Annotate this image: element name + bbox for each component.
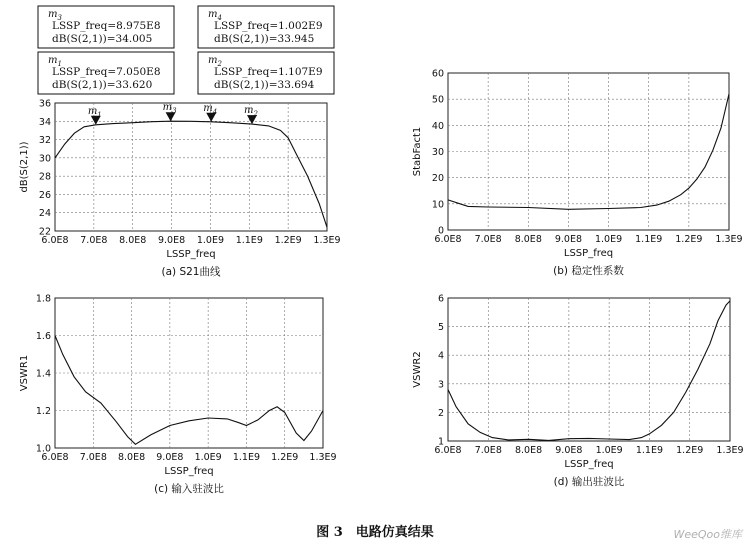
x-tick-label: 8.0E8 [119, 235, 147, 246]
y-tick-label: 6 [437, 293, 444, 305]
marker-box-m2 [198, 52, 334, 94]
x-tick-label: 1.2E9 [274, 235, 302, 246]
y-tick-label: 26 [38, 189, 51, 201]
x-tick-label: 1.3E9 [309, 452, 337, 463]
x-tick-label: 8.0E8 [514, 445, 543, 456]
x-tick-label: 9.0E8 [554, 234, 583, 245]
y-tick-label: 40 [431, 120, 444, 132]
chart-vswr1 [19, 294, 337, 496]
x-tick-label: 1.3E9 [716, 445, 744, 456]
marker-label-m3: $m_3$ [48, 9, 62, 22]
x-tick-label: 1.1E9 [635, 234, 663, 245]
x-tick-label: 7.0E8 [80, 235, 108, 246]
marker-label-m2: $m_2$ [208, 55, 222, 68]
marker-label-m1: $m_1$ [48, 55, 62, 68]
x-tick-label: 7.0E8 [474, 234, 502, 245]
y-tick-label: 30 [431, 147, 444, 158]
marker-freq-m2: LSSP_freq=1.107E9 [214, 66, 323, 78]
panel-caption: (a) S21曲线 [161, 266, 221, 278]
plot-area [448, 298, 730, 441]
y-tick-label: 30 [38, 153, 51, 165]
y-tick-label: 50 [431, 94, 444, 106]
chart-vswr2 [412, 294, 744, 489]
x-tick-label: 1.1E9 [635, 445, 664, 456]
x-tick-label: 6.0E8 [41, 452, 69, 463]
y-tick-label: 22 [38, 226, 51, 238]
y-tick-label: 1.8 [35, 293, 51, 305]
x-tick-label: 1.3E9 [715, 234, 743, 245]
y-tick-label: 1.6 [35, 331, 51, 342]
y-tick-label: 1 [437, 436, 444, 448]
chart-s21 [19, 99, 341, 279]
x-axis-label: LSSP_freq [563, 248, 614, 259]
x-tick-label: 1.0E9 [196, 235, 225, 246]
x-tick-label: 1.0E9 [194, 452, 222, 463]
marker-box-m4 [198, 6, 334, 48]
x-tick-label: 8.0E8 [514, 234, 542, 245]
series-line [55, 121, 327, 227]
marker-freq-m4: LSSP_freq=1.002E9 [214, 20, 323, 32]
y-tick-label: 20 [431, 173, 444, 185]
y-tick-label: 0 [437, 225, 444, 237]
x-tick-label: 1.3E9 [313, 235, 341, 246]
y-tick-label: 1.2 [35, 406, 51, 417]
y-tick-label: 28 [38, 171, 51, 183]
y-tick-label: 3 [437, 379, 444, 391]
marker-m2-label: $m_2$ [244, 105, 258, 119]
x-axis-label: LSSP_freq [164, 466, 214, 477]
watermark: WeeQoo维库 [673, 528, 742, 541]
panel-caption: (d) 输出驻波比 [553, 476, 625, 488]
marker-m3-label: $m_3$ [162, 102, 177, 116]
marker-m1-label: $m_1$ [87, 105, 102, 119]
x-axis-label: LSSP_freq [564, 459, 614, 470]
panel-caption: (c) 输入驻波比 [154, 483, 224, 495]
y-tick-label: 32 [38, 135, 51, 147]
marker-freq-m3: LSSP_freq=8.975E8 [52, 20, 161, 32]
y-tick-label: 24 [38, 208, 51, 220]
x-tick-label: 9.0E8 [156, 452, 184, 463]
marker-label-m4: $m_4$ [208, 9, 222, 22]
y-tick-label: 60 [431, 68, 444, 80]
x-tick-label: 6.0E8 [434, 445, 462, 456]
marker-m4-label: $m_4$ [203, 102, 218, 116]
marker-box-m1 [38, 52, 174, 94]
x-tick-label: 1.2E9 [271, 452, 299, 463]
x-tick-label: 1.1E9 [235, 235, 263, 246]
y-tick-label: 36 [38, 98, 51, 110]
x-tick-label: 7.0E8 [79, 452, 107, 463]
panel-caption: (b) 稳定性系数 [553, 265, 624, 277]
series-line [448, 301, 730, 441]
marker-db-m2: dB(S(2,1))=33.694 [214, 79, 315, 91]
x-tick-label: 9.0E8 [157, 235, 186, 246]
y-tick-label: 2 [437, 407, 444, 419]
y-axis-label: StabFact1 [412, 126, 423, 177]
y-tick-label: 4 [437, 350, 444, 362]
x-tick-label: 7.0E8 [474, 445, 502, 456]
y-axis-label: dB(S(2,1)) [19, 141, 30, 193]
marker-db-m1: dB(S(2,1))=33.620 [52, 79, 153, 91]
x-tick-label: 9.0E8 [555, 445, 583, 456]
x-axis-label: LSSP_freq [166, 249, 216, 260]
x-tick-label: 1.2E9 [675, 234, 703, 245]
x-tick-label: 1.0E9 [594, 234, 623, 245]
y-tick-label: 1.4 [35, 368, 51, 380]
chart-stabfact [412, 69, 743, 278]
y-tick-label: 10 [431, 199, 444, 211]
marker-db-m3: dB(S(2,1))=34.005 [52, 33, 153, 45]
x-tick-label: 1.0E9 [595, 445, 623, 456]
x-tick-label: 6.0E8 [41, 235, 69, 246]
x-tick-label: 6.0E8 [434, 234, 462, 245]
marker-freq-m1: LSSP_freq=7.050E8 [52, 66, 161, 78]
y-axis-label: VSWR2 [412, 351, 423, 388]
y-axis-label: VSWR1 [19, 354, 30, 392]
y-tick-label: 34 [38, 116, 51, 128]
y-tick-label: 1.0 [35, 443, 51, 455]
x-tick-label: 8.0E8 [117, 452, 146, 463]
marker-db-m4: dB(S(2,1))=33.945 [214, 33, 315, 45]
x-tick-label: 1.2E9 [676, 445, 704, 456]
x-tick-label: 1.1E9 [232, 452, 261, 463]
y-tick-label: 5 [437, 322, 444, 334]
marker-box-m3 [38, 6, 174, 48]
figure-caption: 图 3 电路仿真结果 [316, 525, 434, 540]
series-line [55, 336, 323, 445]
